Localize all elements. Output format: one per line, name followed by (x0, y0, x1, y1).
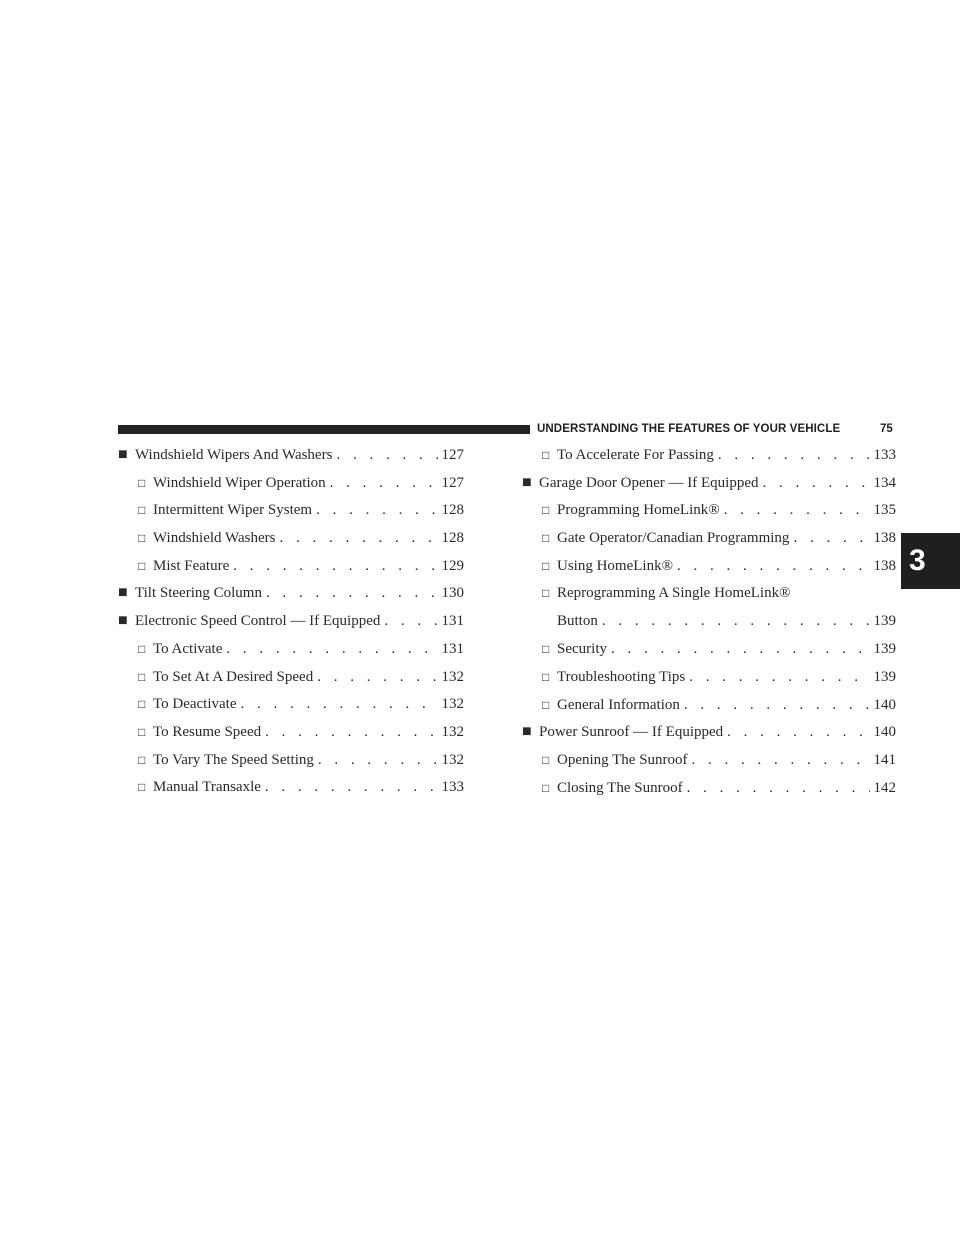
toc-page-number: 128 (441, 530, 464, 547)
toc-entry[interactable] (522, 583, 896, 631)
toc-entry[interactable] (118, 500, 464, 520)
toc-entry[interactable] (522, 528, 896, 548)
leader-dots (684, 695, 870, 715)
section-bullet-icon: ■ (522, 473, 532, 491)
toc-entry[interactable] (522, 445, 896, 465)
toc-entry[interactable] (118, 694, 464, 714)
toc-entry-label: Closing The Sunroof (557, 779, 683, 796)
subsection-box-icon: □ (138, 531, 146, 546)
leader-dots (384, 611, 437, 631)
leader-dots (724, 500, 870, 520)
toc-page-number: 139 (873, 641, 896, 658)
toc-entry-label: To Deactivate (153, 696, 237, 713)
toc-entry-label: To Accelerate For Passing (557, 447, 714, 463)
subsection-box-icon: □ (542, 531, 550, 546)
leader-dots (602, 611, 870, 631)
subsection-box-icon: □ (138, 641, 146, 656)
toc-page-number: 130 (441, 585, 464, 602)
leader-dots (317, 667, 437, 687)
leader-dots (279, 528, 437, 548)
leader-dots (611, 639, 870, 659)
toc-entry-label: Windshield Washers (153, 530, 276, 547)
toc-page-number: 135 (873, 502, 896, 519)
toc-entry[interactable] (522, 473, 896, 493)
leader-dots (689, 667, 869, 687)
subsection-box-icon: □ (542, 697, 550, 712)
toc-page-number: 139 (873, 668, 896, 685)
toc-entry-label: Intermittent Wiper System (153, 502, 313, 519)
subsection-box-icon: □ (138, 780, 146, 795)
leader-dots (241, 694, 438, 714)
toc-page-number: 132 (441, 723, 464, 740)
section-bullet-icon: ■ (118, 584, 128, 602)
toc-entry[interactable] (118, 528, 464, 548)
subsection-box-icon: □ (138, 697, 146, 712)
toc-page-number: 140 (873, 724, 896, 741)
toc-page-number: 127 (441, 474, 464, 491)
toc-entry[interactable] (522, 722, 896, 742)
toc-entry-label: Gate Operator/Canadian Programming (557, 530, 790, 547)
toc-page-number: 138 (873, 557, 896, 574)
toc-entry-label: To Resume Speed (153, 723, 262, 740)
subsection-box-icon: □ (542, 503, 550, 518)
leader-dots (763, 473, 870, 493)
toc-entry[interactable] (118, 639, 464, 659)
toc-entry-label: Windshield Wipers And Washers (135, 447, 333, 463)
page-number: 75 (880, 423, 893, 435)
toc-page-number: 142 (873, 779, 896, 796)
leader-dots (330, 473, 438, 493)
toc-page-number: 128 (441, 502, 464, 519)
header-rule (118, 425, 530, 434)
subsection-box-icon: □ (542, 669, 550, 684)
toc-entry[interactable] (522, 667, 896, 687)
section-bullet-icon: ■ (118, 446, 128, 463)
leader-dots (677, 556, 870, 576)
toc-entry-label: To Activate (153, 640, 223, 657)
toc-entry[interactable] (118, 583, 464, 603)
toc-entry-label: Using HomeLink® (557, 557, 673, 574)
leader-dots (727, 722, 869, 742)
toc-entry-label: Security (557, 641, 607, 658)
leader-dots (265, 777, 438, 797)
section-title: UNDERSTANDING THE FEATURES OF YOUR VEHICLE (537, 423, 841, 435)
toc-entry-label: Mist Feature (153, 557, 230, 574)
toc-page-number: 138 (873, 530, 896, 547)
toc-page-number: 134 (873, 474, 896, 491)
toc-entry[interactable] (118, 722, 464, 742)
toc-page-number: 132 (441, 696, 464, 713)
subsection-box-icon: □ (138, 752, 146, 767)
toc-entry-label: Power Sunroof — If Equipped (539, 724, 724, 741)
toc-entry-label: Garage Door Opener — If Equipped (539, 474, 759, 491)
toc-entry[interactable] (118, 556, 464, 576)
toc-entry-label-continued: Button (557, 613, 598, 630)
toc-page-number: 139 (873, 613, 896, 630)
leader-dots (692, 750, 870, 770)
chapter-tab (901, 533, 960, 589)
leader-dots (318, 750, 438, 770)
leader-dots (226, 639, 437, 659)
subsection-box-icon: □ (542, 642, 550, 657)
toc-entry-label: To Vary The Speed Setting (153, 751, 314, 768)
toc-entry-label: General Information (557, 696, 680, 713)
leader-dots (793, 528, 869, 548)
toc-entry[interactable] (522, 778, 896, 798)
toc-page-number: 141 (873, 751, 896, 768)
toc-page-number: 133 (873, 447, 896, 463)
toc-page-number: 127 (441, 447, 464, 463)
toc-entry[interactable] (118, 667, 464, 687)
toc-page-number: 129 (441, 557, 464, 574)
toc-column-left (118, 445, 464, 805)
toc-entry[interactable] (522, 750, 896, 770)
toc-entry-label: Reprogramming A Single HomeLink® (557, 585, 791, 602)
toc-entry-label: Electronic Speed Control — If Equipped (135, 613, 381, 630)
toc-entry[interactable] (118, 750, 464, 770)
subsection-box-icon: □ (542, 752, 550, 767)
toc-page-number: 140 (873, 696, 896, 713)
toc-entry-label: Windshield Wiper Operation (153, 474, 326, 491)
subsection-box-icon: □ (138, 475, 146, 490)
leader-dots (718, 445, 870, 465)
leader-dots (233, 556, 437, 576)
toc-entry-label: Programming HomeLink® (557, 502, 720, 519)
toc-entry[interactable] (118, 473, 464, 493)
toc-entry[interactable] (118, 611, 464, 631)
toc-entry[interactable] (522, 556, 896, 576)
leader-dots (266, 583, 438, 603)
subsection-box-icon: □ (138, 503, 146, 518)
toc-entry[interactable] (522, 639, 896, 659)
section-bullet-icon: ■ (118, 612, 128, 630)
toc-entry[interactable] (118, 445, 464, 465)
toc-page-number: 131 (441, 613, 464, 630)
toc-entry[interactable] (522, 500, 896, 520)
toc-page-number: 132 (441, 668, 464, 685)
toc-page-number: 131 (441, 640, 464, 657)
toc-entry[interactable] (118, 777, 464, 797)
subsection-box-icon: □ (542, 780, 550, 795)
toc-entry-label: To Set At A Desired Speed (153, 668, 314, 685)
subsection-box-icon: □ (542, 558, 550, 573)
leader-dots (687, 778, 870, 798)
toc-entry-label: Manual Transaxle (153, 779, 261, 796)
subsection-box-icon: □ (138, 558, 146, 573)
subsection-box-icon: □ (542, 448, 550, 462)
toc-column-right (522, 445, 896, 805)
toc-entry-label: Opening The Sunroof (557, 751, 688, 768)
section-bullet-icon: ■ (522, 723, 532, 741)
subsection-box-icon: □ (542, 586, 550, 601)
subsection-box-icon: □ (138, 669, 146, 684)
toc-entry[interactable] (522, 695, 896, 715)
toc-entry-label: Troubleshooting Tips (557, 668, 686, 685)
toc-page-number: 133 (441, 779, 464, 796)
chapter-number: 3 (909, 544, 926, 577)
subsection-box-icon: □ (138, 724, 146, 739)
toc-page-number: 132 (441, 751, 464, 768)
leader-dots (265, 722, 437, 742)
toc-entry-label: Tilt Steering Column (135, 585, 262, 602)
leader-dots (316, 500, 437, 520)
leader-dots (336, 445, 437, 465)
